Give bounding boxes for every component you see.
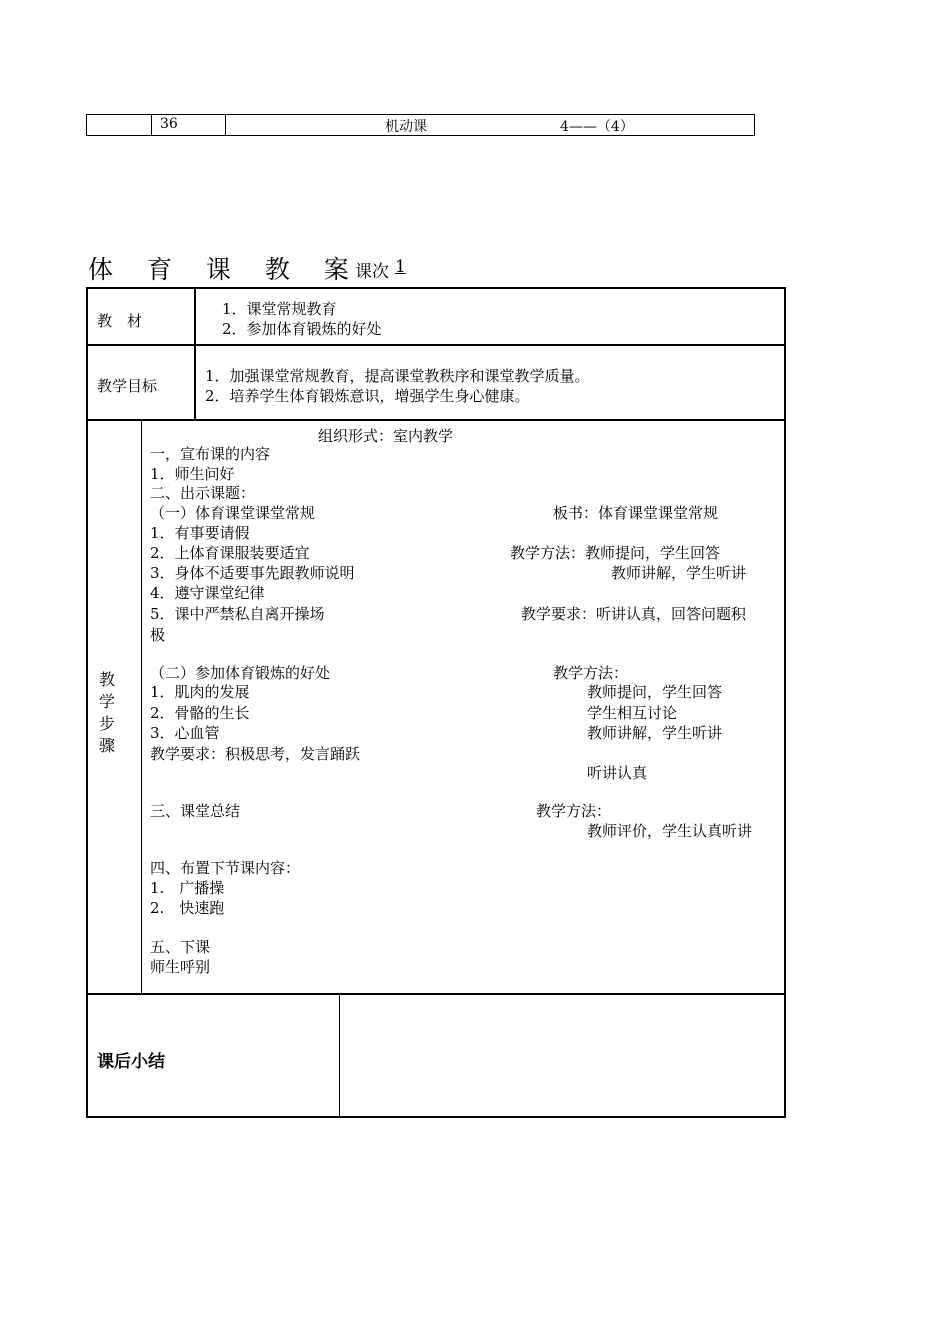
- step-line: 1．师生问好: [150, 465, 235, 483]
- lesson-number: 1: [395, 257, 406, 277]
- step-line: 2．上体育课服装要适宜: [150, 544, 310, 562]
- column-divider: [151, 115, 152, 135]
- method-line: 教师讲解，学生听讲: [611, 564, 747, 582]
- method-line: 教师提问，学生回答: [587, 683, 723, 701]
- lesson-number-cell: 36: [160, 116, 178, 132]
- summary-label: 课后小结: [97, 1052, 165, 1072]
- column-divider: [141, 421, 142, 993]
- method-line: 教师讲解，学生听讲: [587, 724, 723, 742]
- objective-item: 1．加强课堂常规教育，提高课堂教秩序和课堂教学质量。: [205, 367, 590, 385]
- lesson-label: 课次: [355, 262, 389, 282]
- column-divider: [339, 995, 340, 1116]
- row-divider: [86, 344, 786, 346]
- objective-item: 2．培养学生体育锻炼意识，增强学生身心健康。: [205, 387, 530, 405]
- lesson-hours-cell: 4——（4）: [560, 119, 634, 135]
- method-line: 教师评价，学生认真听讲: [587, 822, 753, 840]
- step-line: 1．肌肉的发展: [150, 683, 250, 701]
- materials-item: 2．参加体育锻炼的好处: [222, 320, 382, 338]
- materials-item: 1．课堂常规教育: [222, 300, 337, 318]
- step-line: 师生呼别: [150, 958, 211, 976]
- step-line: 三、课堂总结: [150, 802, 241, 820]
- step-line: 五、下课: [150, 938, 211, 956]
- step-line: （一）体育课堂课堂常规: [150, 504, 316, 522]
- step-line: 3．身体不适要事先跟教师说明: [150, 564, 355, 582]
- steps-label: 教学步骤: [98, 670, 115, 755]
- step-line: 1. 广播操: [150, 879, 225, 897]
- step-line: 5．课中严禁私自离开操场: [150, 605, 325, 623]
- step-line: 4．遵守课堂纪律: [150, 584, 265, 602]
- method-line: 教学要求：听讲认真，回答问题积: [521, 605, 747, 623]
- row-divider: [86, 993, 786, 995]
- step-line: （二）参加体育锻炼的好处: [150, 664, 331, 682]
- row-divider: [86, 419, 786, 421]
- page-title: 体 育 课 教 案: [88, 255, 362, 284]
- step-line: 1．有事要请假: [150, 524, 250, 542]
- step-line: 四、布置下节课内容：: [150, 859, 301, 877]
- objectives-label: 教学目标: [97, 377, 158, 395]
- step-line: 极: [150, 626, 166, 644]
- step-line: 2. 快速跑: [150, 899, 225, 917]
- materials-label: 教 材: [97, 312, 143, 330]
- step-line: 一，宣布课的内容: [150, 445, 271, 463]
- method-line: 板书：体育课堂课堂常规: [553, 504, 719, 522]
- column-divider: [194, 287, 196, 421]
- method-line: 教学方法：: [536, 802, 612, 820]
- method-line: 学生相互讨论: [587, 704, 678, 722]
- method-line: 教学方法：: [553, 664, 629, 682]
- step-line: 二、出示课题：: [150, 484, 256, 502]
- step-line: 教学要求：积极思考，发言踊跃: [150, 745, 361, 763]
- organization-form: 组织形式：室内教学: [318, 427, 454, 445]
- step-line: 3．心血管: [150, 724, 220, 742]
- method-line: 听讲认真: [587, 764, 648, 782]
- lesson-content-cell: 机动课: [385, 119, 427, 135]
- column-divider: [225, 115, 226, 135]
- step-line: 2．骨骼的生长: [150, 704, 250, 722]
- method-line: 教学方法：教师提问，学生回答: [510, 544, 721, 562]
